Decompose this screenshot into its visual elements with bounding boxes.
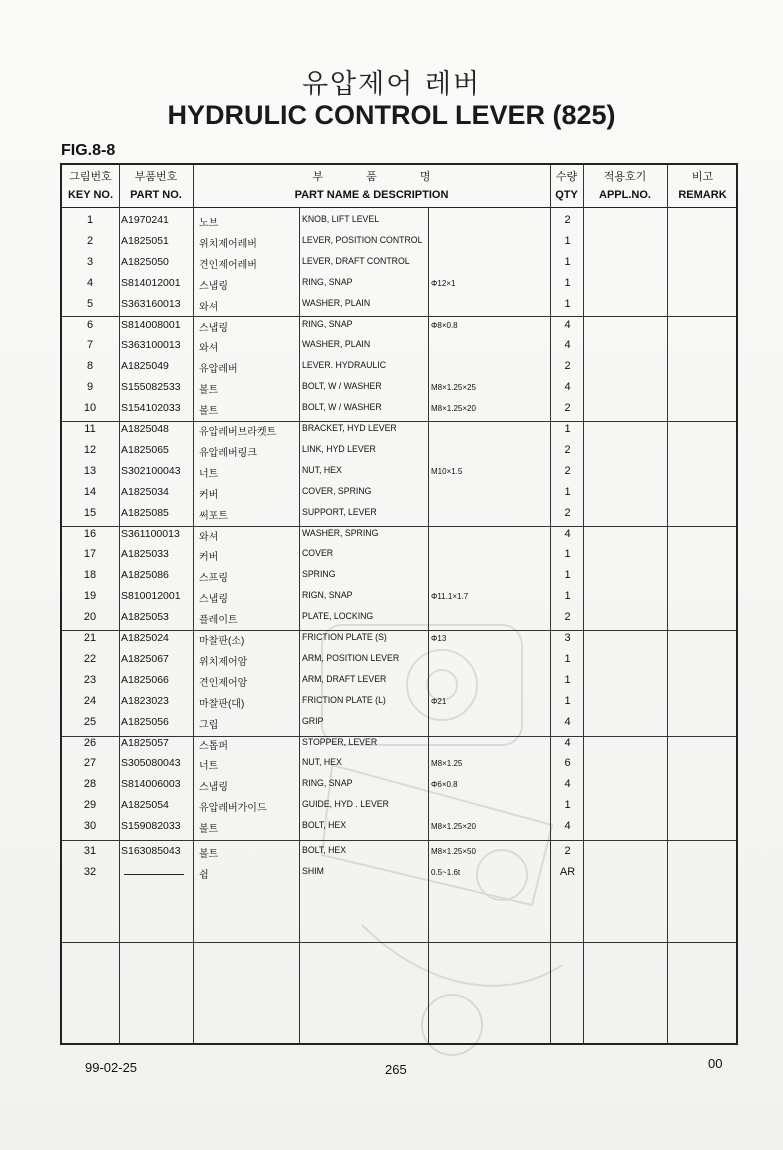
key-number: 13 [83, 464, 97, 477]
quantity: 4 [564, 318, 571, 331]
quantity: 4 [564, 736, 571, 749]
part-description: KNOB, LIFT LEVEL [302, 214, 380, 225]
table-row [62, 398, 736, 419]
quantity: 4 [564, 778, 571, 791]
table-row [62, 440, 736, 461]
key-number: 6 [86, 318, 94, 331]
blank-part-number-line [124, 874, 184, 875]
table-row [62, 862, 736, 883]
part-description: RING, SNAP [302, 778, 353, 790]
figure-label: FIG.8-8 [61, 142, 116, 159]
part-name-korean: 위치제어암 [199, 656, 248, 668]
table-row [62, 816, 736, 837]
part-description: GUIDE, HYD . LEVER [302, 799, 389, 811]
part-number: A1970241 [121, 214, 169, 226]
part-description: NUT, HEX [302, 757, 342, 769]
part-number: S163085043 [121, 845, 181, 857]
group-divider [62, 942, 736, 943]
quantity: 4 [564, 339, 571, 352]
part-number: A1825049 [121, 360, 169, 373]
page-number: 265 [385, 1062, 407, 1077]
part-description: PLATE, LOCKING [302, 611, 374, 623]
header-part-ko: 부품번호 [134, 171, 178, 183]
quantity: AR [559, 865, 576, 878]
table-row [62, 482, 736, 503]
quantity: 2 [564, 845, 571, 857]
part-name-korean: 유압레버브라켓트 [199, 427, 277, 438]
table-row [62, 649, 736, 670]
quantity: 2 [564, 443, 571, 456]
key-number: 23 [83, 673, 97, 686]
part-description: SUPPORT, LEVER [302, 506, 377, 518]
key-number: 15 [83, 506, 97, 519]
part-name-korean: 스냅링 [199, 782, 228, 794]
key-number: 20 [83, 611, 97, 624]
header-remark-en: REMARK [678, 189, 727, 201]
part-description: WASHER, PLAIN [302, 297, 371, 309]
part-number: A1825067 [121, 652, 169, 665]
key-number: 21 [83, 632, 97, 644]
part-spec: Φ12×1 [431, 278, 456, 288]
key-number: 18 [83, 569, 97, 582]
part-description: BOLT, HEX [302, 845, 347, 856]
table-row [62, 503, 736, 524]
part-description: LEVER, POSITION CONTROL [302, 234, 423, 246]
part-description: WASHER, SPRING [302, 527, 379, 539]
quantity: 4 [564, 715, 571, 728]
header-remark [667, 165, 738, 207]
quantity: 2 [564, 214, 571, 226]
part-number: A1825050 [121, 255, 169, 268]
parts-table [60, 163, 738, 1045]
header-key-ko: 그림번호 [69, 171, 112, 183]
part-spec: Φ13 [431, 634, 447, 643]
part-number: A1825024 [121, 632, 169, 644]
part-name-korean: 볼트 [199, 406, 219, 418]
part-name-korean: 견인제어암 [199, 677, 248, 689]
quantity: 1 [564, 569, 571, 582]
part-name-korean: 너트 [199, 761, 219, 773]
table-row [62, 753, 736, 774]
quantity: 1 [564, 423, 571, 435]
quantity: 1 [564, 485, 571, 498]
part-spec: M8×1.25×20 [431, 822, 476, 832]
part-name-korean: 와셔 [199, 531, 219, 543]
table-row [62, 841, 736, 862]
part-spec: Φ11.1×1.7 [431, 592, 469, 602]
quantity: 1 [564, 652, 571, 665]
key-number: 7 [86, 339, 94, 352]
part-name-korean: 커버 [199, 489, 219, 501]
part-number: S814006003 [121, 778, 181, 791]
part-description: ARM, DRAFT LEVER [302, 673, 387, 685]
table-row [62, 544, 736, 565]
part-description: ARM, POSITION LEVER [302, 652, 400, 664]
part-spec: 0.5~1.6t [431, 867, 461, 877]
quantity: 1 [564, 297, 571, 310]
key-number: 29 [83, 799, 97, 812]
quantity: 2 [564, 402, 571, 415]
quantity: 1 [564, 590, 571, 603]
header-remark-ko: 비고 [691, 171, 714, 183]
part-description: SPRING [302, 569, 336, 581]
header-qty-ko: 수량 [555, 171, 578, 183]
part-spec: M8×1.25×25 [431, 383, 476, 393]
table-row [62, 670, 736, 691]
part-spec: M8×1.25×50 [431, 847, 476, 856]
table-row [62, 356, 736, 377]
part-name-korean: 와셔 [199, 343, 219, 355]
key-number: 28 [83, 778, 97, 791]
part-number: A1825065 [121, 443, 169, 456]
table-row [62, 210, 736, 231]
table-row [62, 628, 736, 649]
part-description: SHIM [302, 865, 324, 877]
part-description: COVER, SPRING [302, 485, 372, 497]
table-row [62, 335, 736, 356]
part-description: BOLT, W / WASHER [302, 381, 382, 393]
part-name-korean: 그립 [199, 719, 219, 731]
part-name-korean: 스프링 [199, 573, 228, 585]
quantity: 2 [564, 360, 571, 373]
table-row [62, 461, 736, 482]
part-name-korean: 스냅링 [199, 594, 228, 606]
part-number: A1825057 [121, 736, 169, 749]
key-number: 19 [83, 590, 97, 603]
header-desc-en: PART NAME & DESCRIPTION [294, 189, 449, 201]
part-description: NUT, HEX [302, 464, 342, 476]
key-number: 3 [86, 255, 94, 268]
part-spec: M8×1.25×20 [431, 404, 476, 414]
header-part [119, 165, 193, 207]
part-spec: M10×1.5 [431, 466, 463, 476]
part-name-korean: 스냅링 [199, 280, 228, 292]
key-number: 11 [84, 423, 96, 435]
key-number: 12 [83, 443, 97, 456]
table-row [62, 795, 736, 816]
part-description: GRIP [302, 715, 324, 727]
part-name-korean: 유압레버링크 [199, 447, 257, 459]
part-description: RING, SNAP [302, 276, 353, 288]
quantity: 2 [564, 611, 571, 624]
part-name-korean: 써포트 [199, 510, 228, 522]
key-number: 30 [83, 820, 97, 833]
part-number: S814008001 [121, 318, 181, 331]
table-row [62, 565, 736, 586]
quantity: 1 [564, 234, 571, 247]
header-key [62, 165, 119, 207]
part-number: A1825034 [121, 485, 169, 498]
part-number: S363160013 [121, 297, 181, 310]
table-row [62, 712, 736, 733]
part-spec: M8×1.25 [431, 759, 463, 769]
part-spec: Φ8×0.8 [431, 320, 458, 330]
key-number: 8 [86, 360, 94, 373]
page-title-english: HYDRULIC CONTROL LEVER (825) [167, 100, 616, 130]
header-appl-en: APPL.NO. [599, 189, 651, 201]
part-number: A1825048 [121, 423, 169, 435]
quantity: 4 [564, 820, 571, 833]
header-key-en: KEY NO. [67, 189, 114, 201]
part-number: A1825085 [121, 506, 169, 519]
header-description [193, 165, 550, 207]
key-number: 32 [83, 865, 97, 878]
quantity: 1 [564, 276, 571, 289]
page-title-korean: 유압제어 레버 [301, 69, 482, 100]
part-description: BOLT, W / WASHER [302, 402, 382, 414]
table-row [62, 419, 736, 440]
table-row [62, 607, 736, 628]
part-spec: Φ21 [431, 696, 447, 706]
part-name-korean: 마찰판(소) [199, 636, 245, 647]
part-description: LEVER. HYDRAULIC [302, 360, 387, 372]
part-number: A1825056 [121, 715, 169, 728]
key-number: 2 [86, 234, 94, 247]
table-row [62, 252, 736, 273]
header-divider [62, 207, 736, 208]
part-description: BOLT, HEX [302, 820, 347, 832]
key-number: 5 [86, 297, 94, 310]
header-part-en: PART NO. [130, 189, 182, 201]
part-number: S810012001 [121, 590, 181, 603]
part-name-korean: 볼트 [199, 824, 219, 836]
quantity: 2 [564, 506, 571, 519]
table-row [62, 691, 736, 712]
part-number: A1825053 [121, 611, 169, 624]
part-description: LEVER, DRAFT CONTROL [302, 255, 410, 267]
part-description: FRICTION PLATE (S) [302, 632, 387, 643]
key-number: 24 [83, 694, 97, 707]
part-number: S814012001 [121, 276, 181, 289]
table-row [62, 315, 736, 336]
quantity: 4 [564, 527, 571, 540]
part-description: FRICTION PLATE (L) [302, 694, 386, 706]
key-number: 17 [83, 548, 97, 561]
table-row [62, 294, 736, 315]
table-row [62, 733, 736, 754]
part-number: S302100043 [121, 464, 181, 477]
header-appl [583, 165, 667, 207]
part-number: S361100013 [121, 527, 180, 540]
key-number: 27 [83, 757, 97, 770]
key-number: 1 [86, 214, 94, 226]
part-name-korean: 마찰판(대) [199, 698, 245, 710]
part-number: A1823023 [121, 694, 169, 707]
quantity: 1 [564, 255, 571, 268]
part-number: A1825033 [121, 548, 169, 561]
header-qty [550, 165, 583, 207]
key-number: 10 [83, 402, 97, 415]
part-number: S363100013 [121, 339, 181, 352]
table-row [62, 377, 736, 398]
quantity: 2 [564, 464, 571, 477]
table-row [62, 273, 736, 294]
key-number: 9 [86, 381, 94, 394]
header-qty-en: QTY [555, 189, 578, 201]
part-name-korean: 플레이트 [199, 615, 238, 627]
part-description: COVER [302, 548, 334, 560]
key-number: 31 [83, 845, 97, 857]
part-number: A1825051 [121, 234, 169, 247]
part-description: BRACKET, HYD LEVER [302, 423, 397, 434]
quantity: 3 [564, 632, 571, 644]
part-name-korean: 쉼 [199, 869, 209, 881]
quantity: 4 [564, 381, 571, 394]
table-row [62, 586, 736, 607]
part-number: A1825066 [121, 673, 169, 686]
header-appl-ko: 적용호기 [603, 171, 647, 183]
table-row [62, 524, 736, 545]
part-name-korean: 유압레버 [199, 364, 238, 376]
part-name-korean: 유압레버가이드 [199, 803, 267, 815]
quantity: 6 [564, 757, 571, 770]
part-name-korean: 견인제어레버 [199, 259, 257, 271]
part-number: A1825054 [121, 799, 169, 812]
revision-number: 00 [708, 1056, 723, 1071]
part-number: S159082033 [121, 820, 181, 833]
table-row [62, 774, 736, 795]
part-number: S155082533 [121, 381, 181, 394]
part-name-korean: 스냅링 [199, 322, 228, 334]
part-description: WASHER, PLAIN [302, 339, 371, 351]
part-spec: Φ6×0.8 [431, 780, 458, 790]
key-number: 16 [83, 527, 97, 540]
part-name-korean: 와셔 [199, 301, 219, 313]
part-name-korean: 노브 [199, 218, 219, 229]
quantity: 1 [564, 799, 571, 812]
header-desc-ko: 부 품 명 [312, 171, 431, 183]
part-name-korean: 위치제어레버 [199, 238, 257, 250]
key-number: 14 [83, 485, 97, 498]
footer-date: 99-02-25 [85, 1060, 138, 1075]
part-number: S154102033 [121, 402, 181, 415]
quantity: 1 [564, 673, 571, 686]
part-name-korean: 커버 [199, 552, 219, 564]
part-description: STOPPER, LEVER [302, 736, 378, 748]
key-number: 26 [83, 736, 97, 749]
part-description: RING, SNAP [302, 318, 353, 330]
part-number: S305080043 [121, 757, 181, 770]
table-row [62, 231, 736, 252]
quantity: 1 [564, 694, 571, 707]
key-number: 4 [86, 276, 94, 289]
key-number: 25 [83, 715, 97, 728]
part-name-korean: 볼트 [199, 385, 219, 397]
key-number: 22 [83, 652, 97, 665]
part-name-korean: 너트 [199, 468, 219, 480]
part-number: A1825086 [121, 569, 169, 582]
part-name-korean: 스톱퍼 [199, 740, 228, 752]
part-description: LINK, HYD LEVER [302, 443, 376, 455]
quantity: 1 [564, 548, 571, 561]
part-name-korean: 볼트 [199, 849, 219, 860]
part-description: RIGN, SNAP [302, 590, 353, 602]
